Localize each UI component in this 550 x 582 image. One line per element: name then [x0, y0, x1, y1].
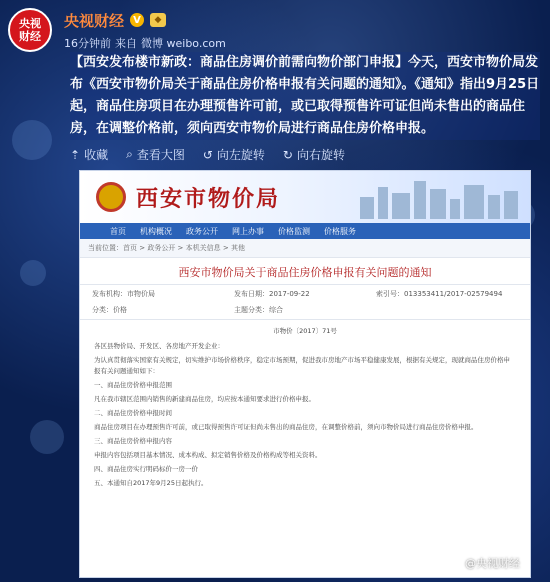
city-skyline-icon: [350, 179, 520, 219]
doc-paragraph: 三、商品住房价格申报内容: [94, 437, 172, 445]
national-emblem-icon: [96, 182, 126, 212]
doc-number: 市物价〔2017〕71号: [273, 327, 337, 335]
doc-nav-item: 网上办事: [232, 226, 264, 236]
favorite-label: 收藏: [84, 148, 109, 162]
view-image-label: 查看大图: [136, 148, 185, 162]
image-watermark: @央视财经: [465, 557, 520, 570]
username-row: [64, 10, 226, 31]
rotate-right-label: 向右旋转: [296, 148, 345, 162]
verified-icon: V: [130, 13, 144, 27]
doc-info-cell: 发布日期：2017-09-22: [234, 290, 310, 298]
doc-nav-item: 政务公开: [186, 226, 218, 236]
source-prefix: 来自: [115, 36, 137, 50]
post-source[interactable]: 微博 weibo.com: [141, 36, 226, 50]
doc-nav-item: 价格服务: [324, 226, 356, 236]
avatar-line-1: 央视: [19, 17, 41, 30]
doc-nav-bar: [80, 223, 530, 239]
user-block: [64, 10, 226, 51]
doc-paragraph: 五、本通知自2017年9月25日起执行。: [94, 479, 208, 487]
doc-paragraph: 为认真贯彻落实国家有关规定，切实维护市场价格秩序，稳定市场预期，促进我市房地产市场平稳健康发展，根据有关规定，现就商品住房价格申报有关问题通知如下：: [94, 356, 510, 375]
post-meta: [64, 35, 226, 51]
rotate-right-icon: ↻: [282, 147, 293, 162]
collapse-icon: ⇡: [70, 147, 81, 162]
doc-nav-item: 首页: [110, 226, 126, 236]
post-image[interactable]: [79, 170, 531, 578]
avatar[interactable]: [8, 8, 52, 52]
rotate-left-label: 向左旋转: [216, 148, 265, 162]
doc-site-header: [80, 171, 530, 223]
doc-site-title: 西安市物价局: [136, 186, 281, 212]
image-actions: [70, 146, 345, 163]
doc-paragraph: 商品住房项目在办理预售许可前，或已取得预售许可证但尚未售出的商品住房，在调整价格前，须向市物价局进行商品住房价格申报。: [94, 423, 478, 431]
doc-body: [80, 320, 530, 498]
doc-paragraph: 申报内容包括项目基本情况、成本构成、拟定销售价格及价格构成等相关资料。: [94, 451, 322, 459]
rotate-right-button[interactable]: [283, 146, 345, 163]
doc-heading: 西安市物价局关于商品住房价格申报有关问题的通知: [80, 258, 530, 285]
avatar-line-2: 财经: [19, 30, 41, 43]
doc-paragraph: 凡在我市辖区范围内销售的新建商品住房，均应按本通知要求进行价格申报。: [94, 395, 315, 403]
post-time[interactable]: 16分钟前: [64, 36, 111, 50]
doc-paragraph: 各区县物价局、开发区、各房地产开发企业：: [94, 342, 224, 350]
doc-nav-item: 机构概况: [140, 226, 172, 236]
favorite-button[interactable]: [70, 146, 108, 163]
member-badge-icon: ◆: [150, 13, 166, 27]
doc-paragraph: 四、商品住房实行明码标价一房一价: [94, 465, 198, 473]
doc-paragraph: 一、商品住房价格申报范围: [94, 381, 172, 389]
rotate-left-icon: ↺: [202, 147, 213, 162]
doc-info-table: [80, 285, 530, 320]
username-link[interactable]: 央视财经: [64, 11, 125, 30]
doc-info-cell: 分类：价格: [92, 306, 127, 314]
view-image-button[interactable]: [126, 146, 185, 163]
doc-info-cell: 索引号：013353411/2017-02579494: [376, 290, 503, 298]
magnify-icon: ⌕: [126, 147, 133, 161]
post-header: [8, 8, 226, 52]
doc-nav-item: 价格监测: [278, 226, 310, 236]
post-text: 【西安发布楼市新政：商品住房调价前需向物价部门申报】今天，西安市物价局发布《西安市物价局关于商品住房价格申报有关问题的通知》。《通知》指出9月25日起，商品住房项目在办理预售许可前，或已取得预售许可证但尚未售出的商品住房，在调整价格前，须向西安市物价局进行商品住房价格申报。: [70, 52, 540, 140]
doc-info-cell: 发布机构：市物价局: [92, 290, 155, 298]
doc-info-cell: [376, 305, 518, 315]
doc-paragraph: 二、商品住房价格申报时间: [94, 409, 172, 417]
rotate-left-button[interactable]: [203, 146, 265, 163]
doc-breadcrumb: 当前位置：首页 > 政务公开 > 本机关信息 > 其他: [80, 239, 530, 258]
doc-info-cell: 主题分类：综合: [234, 306, 283, 314]
